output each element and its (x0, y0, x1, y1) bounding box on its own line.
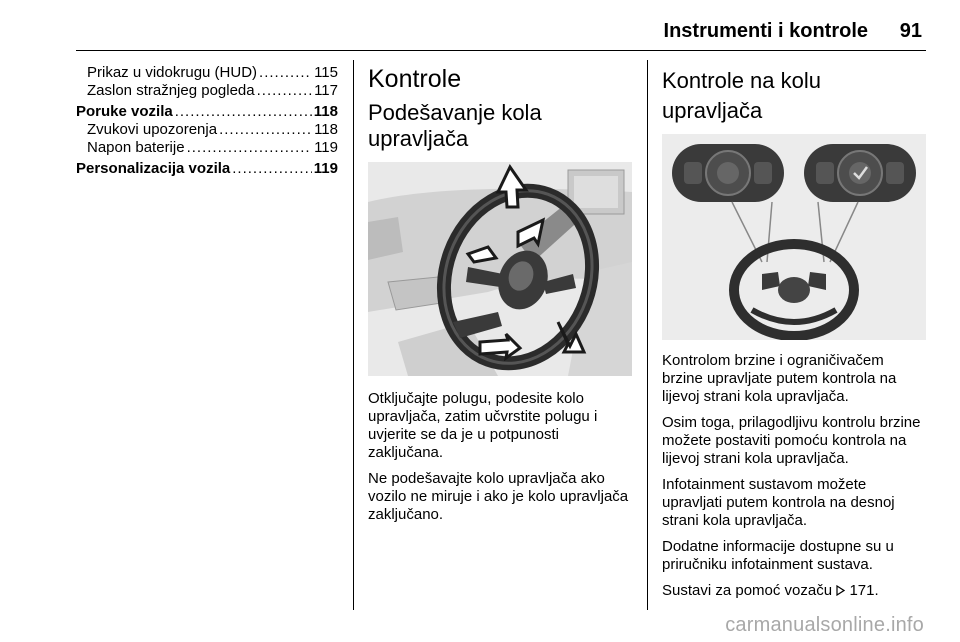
subsection-heading (368, 100, 632, 152)
cross-reference-page: 171. (849, 582, 879, 599)
paragraph: Infotainment sustavom možete upravljati putem kontrola na desnoj strani kola upravljača. (662, 476, 895, 529)
column-divider-1 (353, 60, 354, 610)
toc-label: Personalizacija vozila (76, 160, 231, 177)
toc-page: 117 (314, 82, 338, 99)
toc-label: Napon baterije (87, 139, 185, 156)
paragraph: Otključajte polugu, podesite kolo upravljača, zatim učvrstite polugu i uvjerite se da je u potpunosti zaključana. (368, 390, 598, 461)
paragraph: Dodatne informacije dostupne su u priručniku infotainment sustava. (662, 538, 894, 573)
steering-controls-column (662, 64, 926, 608)
toc-leader (219, 121, 312, 139)
toc-entry-warning-chimes[interactable] (76, 121, 338, 139)
toc-entry-hud[interactable] (76, 64, 338, 82)
cross-reference[interactable] (662, 582, 926, 600)
toc-entry-personalization[interactable] (76, 160, 338, 178)
toc-leader (187, 139, 313, 157)
toc-label: Poruke vozila (76, 103, 173, 120)
subsection-heading-line1: Podešavanje kola (368, 100, 542, 125)
toc-label: Prikaz u vidokrugu (HUD) (87, 64, 258, 81)
toc-entry-rear-view[interactable] (76, 82, 338, 100)
toc-label: Zvukovi upozorenja (87, 121, 218, 138)
cross-reference-text: Sustavi za pomoć vozaču (662, 582, 833, 599)
header-title: Instrumenti i kontrole (663, 20, 868, 42)
toc-label: Zaslon stražnjeg pogleda (87, 82, 255, 99)
toc-entry-battery-voltage[interactable] (76, 139, 338, 157)
section-heading: Kontrole (368, 65, 462, 93)
toc-page: 118 (313, 103, 338, 120)
subsection-heading-line2: upravljača (368, 126, 469, 151)
toc-page: 118 (314, 121, 338, 138)
toc-column (76, 64, 338, 178)
paragraph: Ne podešavajte kolo upravljača ako vozilo ne miruje i ako je kolo upravljača zaključano. (368, 470, 629, 523)
header-rule (76, 50, 926, 51)
toc-page: 119 (313, 160, 338, 177)
steering-adjust-illustration (368, 162, 632, 376)
page-header (0, 0, 960, 52)
toc-page: 119 (314, 139, 338, 156)
toc-leader (232, 160, 312, 178)
page-number: 91 (899, 20, 922, 42)
toc-leader (175, 103, 312, 121)
controls-column (368, 64, 632, 532)
steering-wheel-controls-illustration (662, 134, 926, 340)
reference-arrow-icon (836, 585, 845, 596)
toc-page: 115 (314, 64, 338, 81)
toc-entry-vehicle-messages[interactable] (76, 103, 338, 121)
toc-leader (259, 64, 312, 82)
toc-leader (257, 82, 312, 100)
paragraph: Kontrolom brzine i ograničivačem brzine upravljate putem kontrola na lijevoj strani kola upravljača. (662, 352, 897, 405)
column-divider-2 (647, 60, 648, 610)
watermark: carmanualsonline.info (725, 614, 924, 636)
section-heading: Kontrole na kolu upravljača (662, 68, 821, 123)
paragraph: Osim toga, prilagodljivu kontrolu brzine možete postaviti pomoću kontrola na lijevoj strani kola upravljača. (662, 414, 921, 467)
